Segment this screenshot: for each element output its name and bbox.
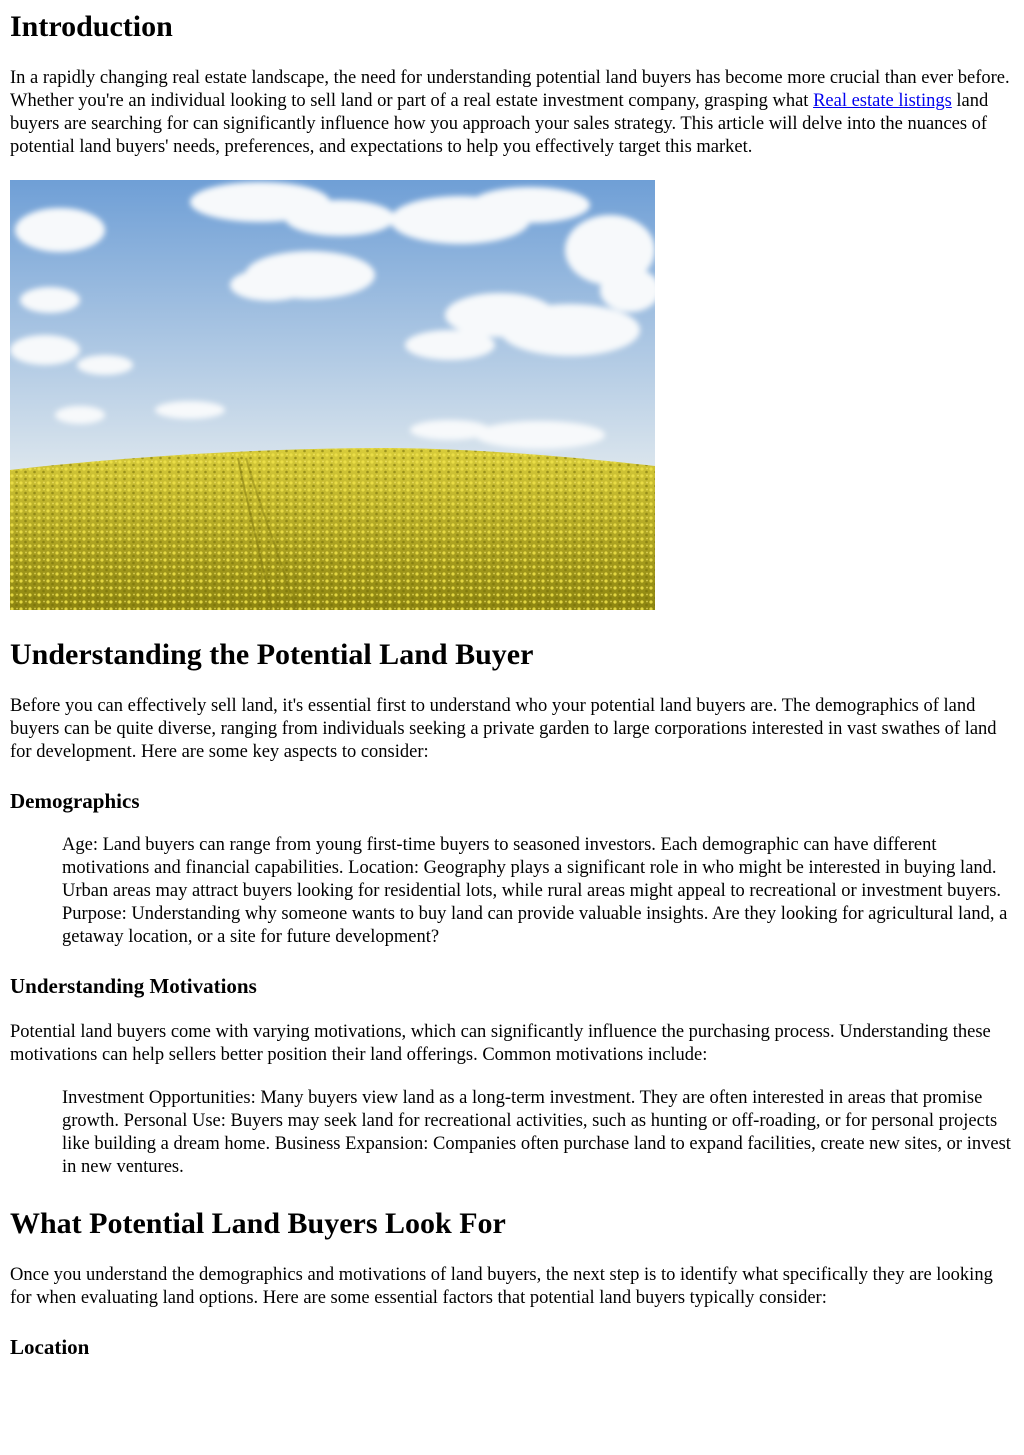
location-heading: Location bbox=[10, 1335, 90, 1359]
intro-text-before-link: In a rapidly changing real estate landscape, the need for understanding potential land buyers has become more crucial than ever before. Whether you're an individual looking to sell land or part of a real estate investment company, grasping what bbox=[10, 68, 1010, 111]
motivations-quote: Investment Opportunities: Many buyers view land as a long-term investment. They are often interested in areas that promise growth. Personal Use: Buyers may seek land for recreational activities, such as hunting or off-roading, or for personal projects like building a dream home. Business Expansion: Companies often purchase land to expand facilities, create new sites, or invest in new ventures. bbox=[62, 1088, 1011, 1177]
look-for-heading: What Potential Land Buyers Look For bbox=[10, 1207, 506, 1240]
field-texture bbox=[10, 448, 655, 610]
look-for-paragraph: Once you understand the demographics and motivations of land buyers, the next step is to identify what specifically they are looking for when evaluating land options. Here are some essential factors that potential land buyers typically consider: bbox=[10, 1265, 993, 1308]
intro-heading: Introduction bbox=[10, 10, 173, 43]
intro-paragraph bbox=[10, 67, 1014, 159]
demographics-heading: Demographics bbox=[10, 789, 140, 813]
understanding-heading: Understanding the Potential Land Buyer bbox=[10, 638, 534, 671]
demographics-quote: Age: Land buyers can range from young first-time buyers to seasoned investors. Each demographic can have different motivations and financial capabilities. Location: Geography plays a significant role in who might be interested in buying land. Urban areas may attract buyers looking for residential lots, while rural areas might appeal to recreational or investment buyers. Purpose: Understanding why someone wants to buy land can provide valuable insights. Are they looking for agricultural land, a getaway location, or a site for future development? bbox=[62, 835, 1008, 947]
motivations-heading: Understanding Motivations bbox=[10, 974, 257, 998]
understanding-paragraph: Before you can effectively sell land, it's essential first to understand who your potential land buyers are. The demographics of land buyers can be quite diverse, ranging from individuals seeking a private garden to large corporations interested in vast swathes of land for development. Here are some key aspects to consider: bbox=[10, 696, 997, 762]
motivations-paragraph: Potential land buyers come with varying motivations, which can significantly influence the purchasing process. Understanding these motivations can help sellers better position their land offerings. Common motivations include: bbox=[10, 1022, 991, 1065]
intro-text-after-link: land buyers are searching for can significantly influence how you approach your sales strategy. This article will delve into the nuances of potential land buyers' needs, preferences, and expectations to help you effectively target this market. bbox=[10, 91, 989, 157]
article bbox=[0, 9, 1024, 1360]
real-estate-listings-link[interactable]: Real estate listings bbox=[813, 91, 952, 111]
yellow-field-photo bbox=[10, 180, 655, 610]
